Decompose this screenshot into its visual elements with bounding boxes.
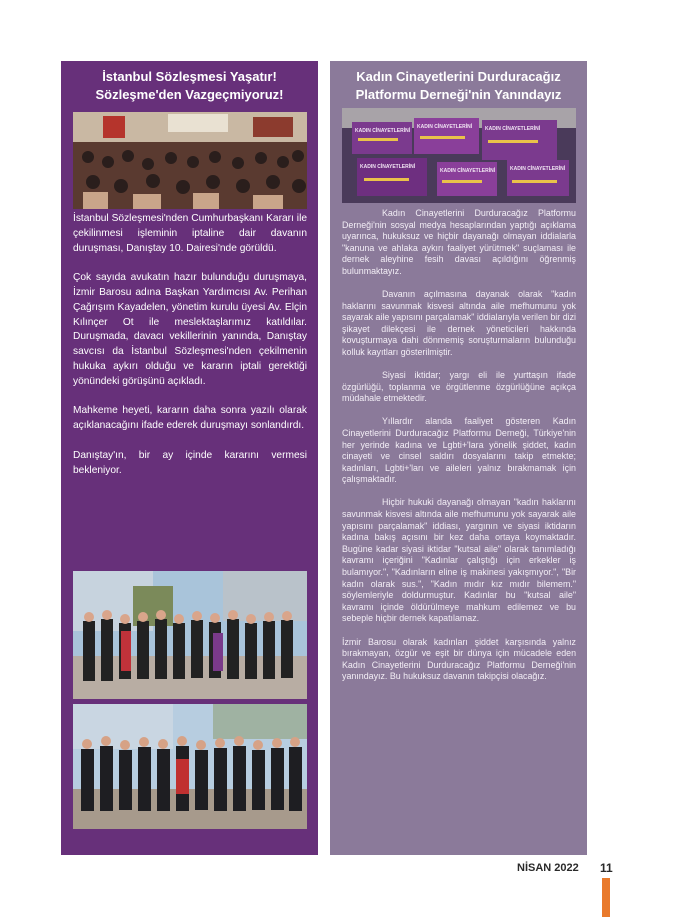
right-article-title: Kadın Cinayetlerini Durduracağız Platformu Derneği'nin Yanındayız [355, 69, 562, 102]
right-article-body [342, 208, 576, 694]
court-hearing-photo [73, 112, 307, 209]
right-paragraph-2: Davanın açılmasına dayanak olarak "kadın haklarını savunmak kisvesi altında aile mefhumunu yok sayarak aile yapısını parçalamak" iddialarıyla verilen bir dizi şikayet dilekçesi ile dernek yöneticileri hakkında kovuşturmaya dahi dönmemiş soruşturmaların bulunduğu kolluk kayıtları gösterilmiştir. [342, 289, 577, 358]
left-paragraph-2: Çok sayıda avukatın hazır bulunduğu duruşmaya, İzmir Barosu adına Başkan Yardımcısı Av. Perihan Çağrışım Kayadelen, yönetim kurulu üyesi Av. Elçin Kılınçer Ot ile meslektaşlarımız katıldılar. Duruşmada, davacı vekillerinin yanında, Danıştay savcısı da İstanbul Sözleşmesi'nden çekilmenin hukuka aykırı olduğu ve kararın iptali gerektiği yönündeki görüşünü açıkladı. [73, 272, 307, 387]
svg-text:KADIN CİNAYETLERİNİ: KADIN CİNAYETLERİNİ [355, 128, 411, 134]
left-article-title: İstanbul Sözleşmesi Yaşatır! Sözleşme'den Vazgeçmiyoruz! [95, 69, 284, 102]
page-accent-bar [602, 878, 610, 917]
group-photo-1 [73, 571, 307, 699]
left-article-panel [61, 61, 318, 855]
right-paragraph-4: Yıllardır alanda faaliyet gösteren Kadın Cinayetlerini Durduracağız Platformu Derneği, Türkiye'nin her yerinde kadına ve Lgbti+'lara yönelik şiddet, kadın cinayeti ve cinsel saldırı dosyalarını takip etmekte; kadınları, Lgbti+'ları ve aileleri yalnız bırakmamak için çalışmaktadır. [342, 416, 576, 485]
svg-text:KADIN CİNAYETLERİNİ: KADIN CİNAYETLERİNİ [360, 164, 416, 170]
svg-text:KADIN CİNAYETLERİNİ: KADIN CİNAYETLERİNİ [417, 124, 473, 130]
svg-text:KADIN CİNAYETLERİNİ: KADIN CİNAYETLERİNİ [485, 126, 541, 132]
right-paragraph-6: İzmir Barosu olarak kadınları şiddet karşısında yalnız bırakmayan, özgür ve eşit bir dünya için mücadele eden Kadın Cinayetlerini Durduracağız Platformu Derneği'nin yanındayız. Bu hukuksuz davanın takipçisi olacağız. [342, 636, 576, 682]
issue-label: NİSAN 2022 [517, 862, 579, 874]
group-photo-2 [73, 704, 307, 829]
left-paragraph-4: Danıştay'ın, bir ay içinde kararını vermesi bekleniyor. [73, 449, 307, 476]
protest-banner-photo [342, 108, 576, 203]
right-paragraph-3: Siyasi iktidar; yargı eli ile yurttaşın ifade özgürlüğü, toplanma ve örgütlenme özgürlüğüne açıkça müdahale etmektedir. [342, 370, 576, 404]
page-number: 11 [600, 861, 613, 875]
right-paragraph-1: Kadın Cinayetlerini Durduracağız Platformu Derneği'nin sosyal medya hesaplarından yaptığı açıklama uyarınca, hukuksuz ve hiçbir dayanağı olmayan iddialarla "kanuna ve ahlaka aykırı faaliyet yürütmek" suçlaması ile dernek aleyhine fesih davası açıldığını öğrenmiş bulunmaktayız. [342, 208, 576, 276]
svg-text:KADIN CİNAYETLERİNİ: KADIN CİNAYETLERİNİ [510, 166, 566, 172]
svg-text:KADIN CİNAYETLERİNİ: KADIN CİNAYETLERİNİ [440, 168, 496, 174]
left-paragraph-3: Mahkeme heyeti, kararın daha sonra yazılı olarak açıklanacağını ifade ederek duruşmayı sonlandırdı. [73, 405, 307, 432]
left-article-body [73, 212, 307, 493]
right-article-panel [330, 61, 587, 855]
right-paragraph-5: Hiçbir hukuki dayanağı olmayan "kadın haklarını savunmak kisvesi altında aile mefhumunu yok sayarak aile yapısını parçalamak" iddiası, yargının ve siyasi iktidarın kadına bakış açısını bir kez daha ortaya koymaktadır. Bugüne kadar siyasi iktidar "kutsal aile" olarak tanımladığı kavramı içeriğini "Kadınlar çalıştığı için erkekler iş bulamıyor.", "Kadınların eline iş makinesi yakışmıyor.", "Bir kadın olarak sus.", "Kadın mıdır kız mıdır bilemem." söylemleriyle doldurmuştur. Kadınlar bu "kutsal aile" kavramı içinde öldürülmeye mahkum edilemez ve bu sebeple hiçbir dernek kapatılamaz. [342, 497, 576, 624]
left-paragraph-1: İstanbul Sözleşmesi'nden Cumhurbaşkanı Kararı ile çekilinmesi işleminin iptaline dair davanın duruşması, Danıştay 10. Dairesi'nde görüldü. [73, 213, 307, 254]
